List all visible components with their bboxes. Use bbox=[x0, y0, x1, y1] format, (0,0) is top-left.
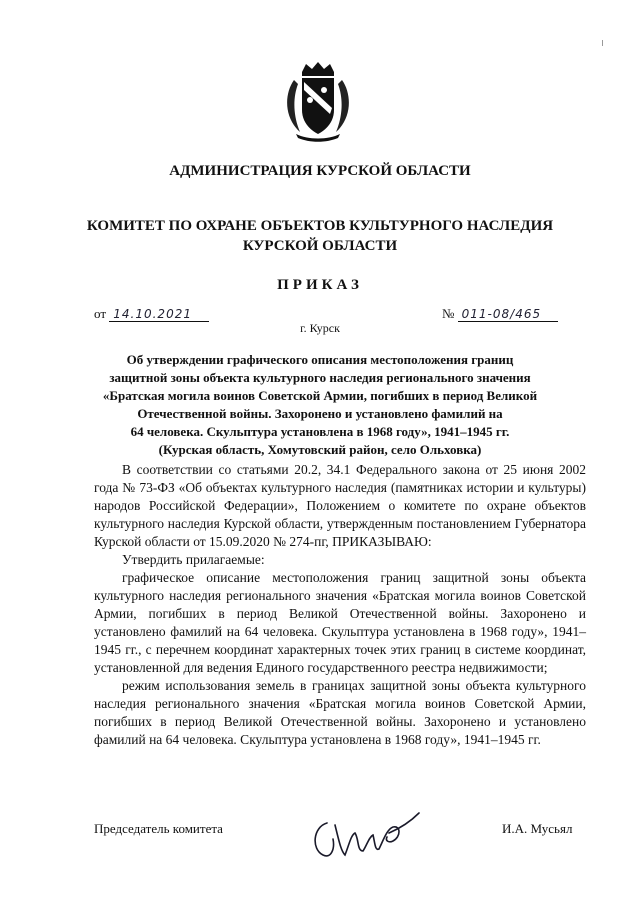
administration-heading: АДМИНИСТРАЦИЯ КУРСКОЙ ОБЛАСТИ bbox=[169, 163, 471, 179]
order-date bbox=[94, 306, 209, 322]
graphic-description-paragraph: графическое описание местоположения границ защитной зоны объекта культурного наследия регионального значения «Братская могила воинов Советской Армии, погибших в период Великой Отечественной войны. Захоронено и установлено фамилий на 64 человека. Скульптура установлена в 1968 году», 1941–1945 гг., с перечнем координат характерных точек этих границ в системе координат, установленной для ведения Единого государственного реестра недвижимости; bbox=[94, 570, 586, 675]
order-title-line: «Братская могила воинов Советской Армии, погибших в период Великой bbox=[102, 388, 538, 403]
signatory-title: Председатель комитета bbox=[94, 821, 223, 836]
city-label: г. Курск bbox=[300, 321, 340, 335]
kursk-coat-of-arms-icon bbox=[280, 60, 356, 142]
handwritten-number: 011-08/465 bbox=[458, 307, 558, 322]
date-prefix: от bbox=[94, 306, 107, 321]
handwritten-date: 14.10.2021 bbox=[109, 307, 209, 322]
land-use-regime-paragraph: режим использования земель в границах защитной зоны объекта культурного наследия регионального значения «Братская могила воинов Советской Армии, погибших в период Великой Отечественной войны. Захоронено и установлено фамилий на 64 человека. Скульптура установлена в 1968 году», 1941–1945 гг. bbox=[94, 678, 586, 747]
signatory-name: И.А. Мусьял bbox=[502, 821, 573, 836]
order-title bbox=[0, 351, 640, 459]
scan-mark bbox=[600, 40, 606, 46]
approve-paragraph: Утвердить прилагаемые: bbox=[122, 552, 265, 567]
order-title-line: Отечественной войны. Захоронено и установлено фамилий на bbox=[137, 406, 503, 421]
committee-heading-line: КУРСКОЙ ОБЛАСТИ bbox=[242, 238, 398, 254]
committee-heading bbox=[0, 216, 640, 256]
document-type-title: ПРИКАЗ bbox=[277, 277, 363, 293]
number-prefix: № bbox=[442, 306, 455, 321]
order-number bbox=[442, 306, 558, 322]
order-title-line: 64 человека. Скульптура установлена в 1968 году», 1941–1945 гг. bbox=[130, 424, 510, 439]
preamble-paragraph: В соответствии со статьями 20.2, 34.1 Федерального закона от 25 июня 2002 года № 73-ФЗ «Об объектах культурного наследия (памятниках истории и культуры) народов Российской Федерации», Положением о комитете по охране объектов культурного наследия Курской области, утвержденным постановлением Губернатора Курской области от 15.09.2020 № 274-пг, ПРИКАЗЫВАЮ: bbox=[94, 462, 586, 549]
order-title-line: (Курская область, Хомутовский район, село Ольховка) bbox=[158, 442, 482, 457]
committee-heading-line: КОМИТЕТ ПО ОХРАНЕ ОБЪЕКТОВ КУЛЬТУРНОГО НАСЛЕДИЯ bbox=[86, 218, 554, 234]
order-title-line: защитной зоны объекта культурного наследия регионального значения bbox=[109, 370, 531, 385]
order-title-line: Об утверждении графического описания местоположения границ bbox=[126, 352, 514, 367]
handwritten-signature bbox=[305, 805, 425, 865]
order-body bbox=[94, 461, 586, 749]
